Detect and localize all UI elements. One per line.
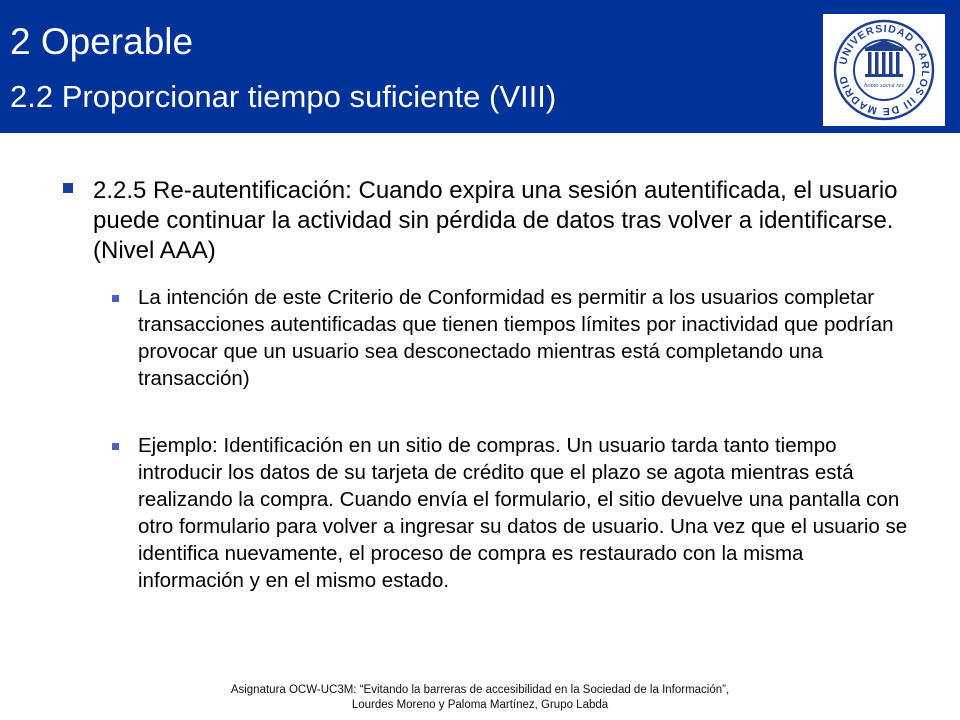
slide-title: 2 Operable	[10, 21, 194, 62]
seal-motto: homo sacra res	[864, 82, 904, 89]
university-logo	[823, 14, 945, 126]
title-bar	[0, 0, 960, 133]
footer-course-line: Asignatura OCW-UC3M: “Evitando la barreras de accesibilidad en la Sociedad de la Información”,	[230, 684, 730, 696]
slide-footer	[0, 683, 960, 713]
sub-bullet-example-text: Ejemplo: Identificación en un sitio de compras. Un usuario tarda tanto tiempo introducir los datos de su tarjeta de crédito que el plazo se agota mientras está realizando la compra. Cuando envía el formulario, el sitio devuelve una pantalla con otro formulario para volver a ingresar su datos de usuario. Una vez que el usuario se identifica nuevamente, el proceso de compra es restaurado con la misma información y en el mismo estado.	[138, 434, 908, 592]
slide-subtitle: 2.2 Proporcionar tiempo suficiente (VIII)	[10, 79, 557, 114]
sub-bullet-marker	[112, 443, 119, 450]
seal-ring-text: UNIVERSIDAD CARLOS III DE MADRID	[837, 22, 932, 118]
sub-bullet-marker	[112, 295, 119, 302]
university-seal-icon	[828, 18, 940, 122]
main-bullet-marker	[63, 183, 73, 193]
footer-authors-line: Lourdes Moreno y Paloma Martínez, Grupo Labda	[351, 699, 609, 711]
main-bullet-text: 2.2.5 Re-autentificación: Cuando expira una sesión autentificada, el usuario puede continuar la actividad sin pérdida de datos tras volver a identificarse. (Nivel AAA)	[93, 177, 898, 264]
sub-bullet-intent-text: La intención de este Criterio de Conformidad es permitir a los usuarios completar transacciones autentificadas que tienen tiempos límites por inactividad que podrían provocar que un usuario sea desconectado mientras está completando una transacción)	[138, 286, 894, 390]
